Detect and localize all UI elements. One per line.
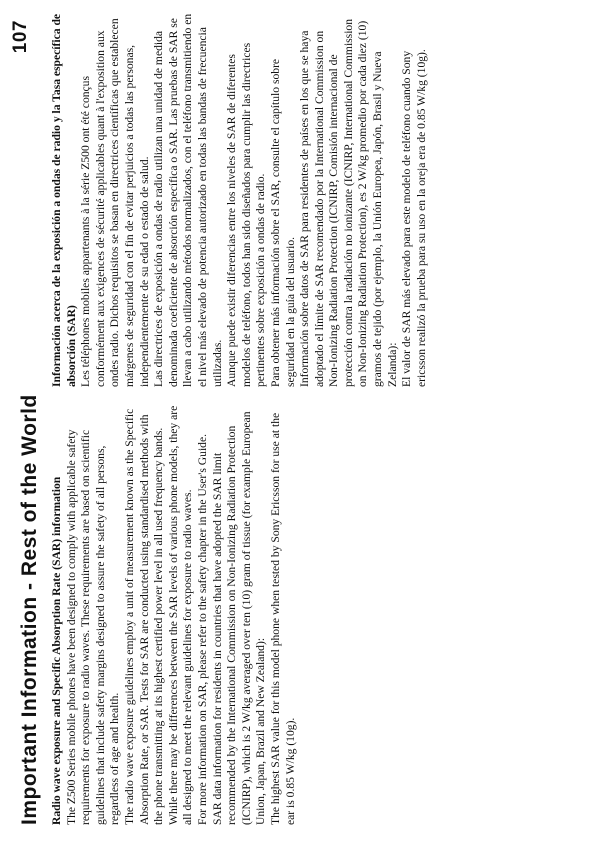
- english-paragraph: While there may be differences between the SAR levels of various phone models, they are all designed to meet the relevant guidelines for exposure to radio waves.: [166, 405, 195, 825]
- english-paragraph: The Z500 Series mobile phones have been designed to comply with applicable safety requirements for exposure to radio waves. These requirements are based on scientific guidelines that include safety margins designed to assure the safety of all persons, regardless of age and health.: [64, 429, 122, 825]
- spanish-section-heading: Información acerca de la exposición a ondas de radio y la Tasa específica de absorción (SAR): [50, 13, 78, 387]
- spanish-paragraph: Información sobre datos de SAR para residentes de países en los que se haya adoptado el límite de SAR recomendado por la International Commission on Non-Ionizing Radiation Protection (ICNIRP, Comisión internacional de protección contra la radiación no ionizante (ICNIRP, International Commission on Non-Ionizing Radiation Protection), es 2 W/kg promedio por cada diez (10) gramos de tejido (por ejemplo, la Unión Europea, Japón, Brasil y Nueva Zelanda):: [298, 18, 399, 387]
- english-column: [50, 405, 298, 825]
- spanish-paragraph: Aunque puede existir diferencias entre los niveles de SAR de diferentes modelos de teléfono, todos han sido diseñados para cumplir las directrices pertinentes sobre exposición a ondas de radio.: [225, 42, 268, 387]
- spanish-paragraph: Les téléphones mobiles appartenants à la série Z500 ont été conçus conformément aux exigences de sécurité applicables quant à l'exposition aux ondes radio. Dichos requisitos se basan en directrices científicas que establecen márgenes de seguridad con el fin de evitar perjuicios a todas las personas, independientemente de su edad o estado de salud.: [79, 18, 151, 387]
- spanish-paragraph: El valor de SAR más elevado para este modelo de teléfono cuando Sony ericsson realizó la prueba para su uso en la oreja era de 0.85 W/kg (10g).: [400, 49, 428, 387]
- english-paragraph: The radio wave exposure guidelines employ a unit of measurement known as the Specific Absorption Rate, or SAR. Tests for SAR are conducted using standardised methods with the phone transmitting at its highest certified power level in all used frequency bands.: [122, 408, 166, 825]
- page-number: 107: [10, 20, 31, 54]
- english-section-heading: Radio wave exposure and Specific Absorption Rate (SAR) information: [50, 476, 63, 825]
- spanish-column: [50, 12, 429, 387]
- page-title: Important Information - Rest of the World: [18, 394, 41, 825]
- english-paragraph: SAR data information for residents in countries that have adopted the SAR limit recommended by the International Commission on Non-Ionizing Radiation Protection (ICNIRP), which is 2 W/kg averaged over ten (10) gram of tissue (for example European Union, Japan, Brazil and New Zealand):: [210, 411, 268, 825]
- spanish-paragraph: Para obtener más información sobre el SAR, consulte el capítulo sobre seguridad en la guía del usuario.: [268, 58, 297, 387]
- english-paragraph: The highest SAR value for this model phone when tested by Sony Ericsson for use at the ear is 0.85 W/kg (10g).: [268, 412, 297, 825]
- spanish-paragraph: Las directrices de exposición a ondas de radio utilizan una unidad de medida denominada coeficiente de absorción específica o SAR. Las pruebas de SAR se llevan a cabo utilizando métodos normalizados, con el teléfono transmitiendo en el nivel más elevado de potencia autorizado en todas las bandas de frecuencia utilizadas.: [152, 13, 224, 387]
- english-paragraph: For more information on SAR, please refer to the safety chapter in the User's Guide.: [195, 433, 209, 825]
